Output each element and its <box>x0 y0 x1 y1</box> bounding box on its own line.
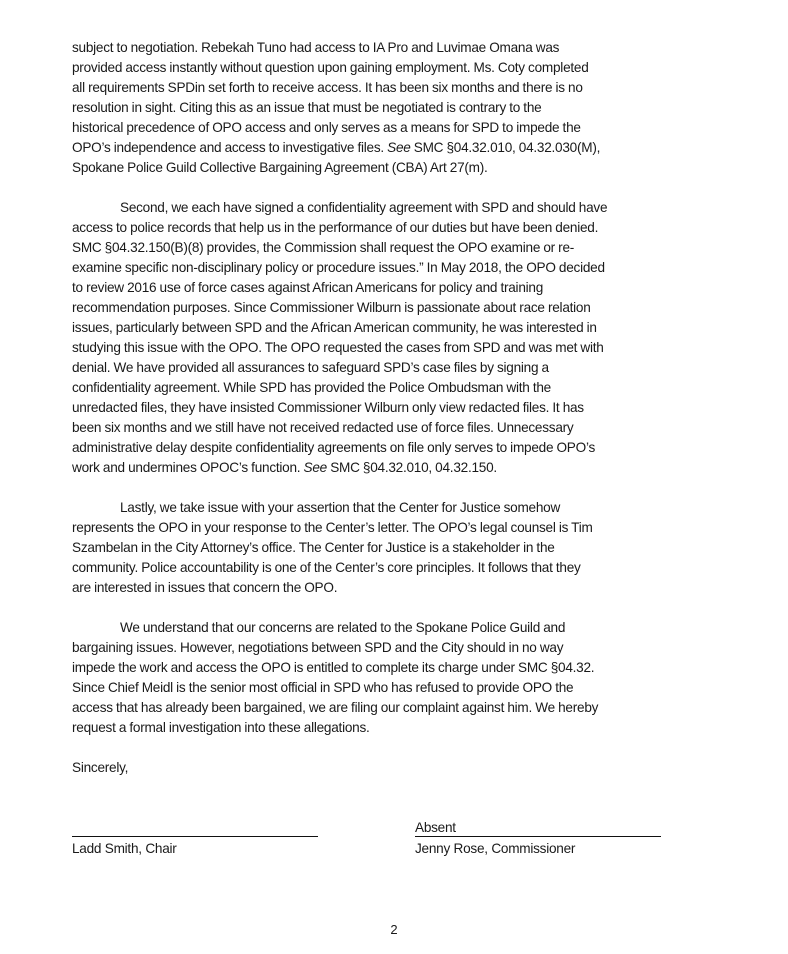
text-line: recommendation purposes. Since Commissioner Wilburn is passionate about race relation <box>72 300 591 315</box>
text-fragment: OPO’s independence and access to investigative files. <box>72 140 388 155</box>
text-line: impede the work and access the OPO is entitled to complete its charge under SMC §04.32. <box>72 660 595 675</box>
text-line: to review 2016 use of force cases against African Americans for policy and training <box>72 280 544 295</box>
signatory-name: Ladd Smith, Chair <box>72 841 177 856</box>
text-line: subject to negotiation. Rebekah Tuno had access to IA Pro and Luvimae Omana was <box>72 40 560 55</box>
text-line: unredacted files, they have insisted Commissioner Wilburn only view redacted files. It has <box>72 400 584 415</box>
signature-text: Absent <box>415 820 456 835</box>
text-line: represents the OPO in your response to the Center’s letter. The OPO’s legal counsel is Tim <box>72 520 593 535</box>
text-line: issues, particularly between SPD and the African American community, he was interested in <box>72 320 597 335</box>
signatory-name: Jenny Rose, Commissioner <box>415 841 576 856</box>
text-line-with-citation <box>72 138 722 158</box>
text-line: Since Chief Meidl is the senior most official in SPD who has refused to provide OPO the <box>72 680 574 695</box>
signature-line <box>415 820 661 837</box>
paragraph-access-negotiation <box>72 38 722 178</box>
letter-body <box>72 38 722 778</box>
citation-reference: SMC §04.32.010, 04.32.150. <box>326 460 497 475</box>
signature-block-chair <box>72 820 318 859</box>
closing-salutation: Sincerely, <box>72 760 129 775</box>
text-line: access to police records that help us in the performance of our duties but have been denied. <box>72 220 599 235</box>
signature-block-commissioner <box>415 820 661 859</box>
text-line: examine specific non-disciplinary policy or procedure issues.” In May 2018, the OPO decided <box>72 260 605 275</box>
text-line: Second, we each have signed a confidentiality agreement with SPD and should have <box>120 200 608 215</box>
text-line: Spokane Police Guild Collective Bargaining Agreement (CBA) Art 27(m). <box>72 160 488 175</box>
text-line: studying this issue with the OPO. The OPO requested the cases from SPD and was met with <box>72 340 604 355</box>
text-line: Lastly, we take issue with your assertion that the Center for Justice somehow <box>120 500 561 515</box>
text-line: are interested in issues that concern the OPO. <box>72 580 338 595</box>
text-line: bargaining issues. However, negotiations between SPD and the City should in no way <box>72 640 564 655</box>
text-line: access that has already been bargained, we are filing our complaint against him. We hereby <box>72 700 599 715</box>
text-line: We understand that our concerns are related to the Spokane Police Guild and <box>120 620 566 635</box>
signature-line <box>72 820 318 837</box>
text-fragment: work and undermines OPOC’s function. <box>72 460 304 475</box>
text-line: provided access instantly without question upon gaining employment. Ms. Coty completed <box>72 60 589 75</box>
citation-reference: SMC §04.32.010, 04.32.030(M), <box>410 140 601 155</box>
citation-see: See <box>303 460 327 475</box>
text-line-with-citation <box>72 458 722 478</box>
text-line: Szambelan in the City Attorney’s office. The Center for Justice is a stakeholder in the <box>72 540 555 555</box>
text-line: historical precedence of OPO access and only serves as a means for SPD to impede the <box>72 120 581 135</box>
page-number: 2 <box>390 922 398 937</box>
text-line: request a formal investigation into these allegations. <box>72 720 370 735</box>
text-line: denial. We have provided all assurances to safeguard SPD’s case files by signing a <box>72 360 549 375</box>
text-line: resolution in sight. Citing this as an issue that must be negotiated is contrary to the <box>72 100 542 115</box>
text-line: administrative delay despite confidentiality agreements on file only serves to impede OPO’s <box>72 440 596 455</box>
paragraph-center-for-justice <box>72 498 722 598</box>
text-line: been six months and we still have not received redacted use of force files. Unnecessary <box>72 420 574 435</box>
text-line: all requirements SPDin set forth to receive access. It has been six months and there is no <box>72 80 583 95</box>
paragraph-confidentiality-agreement <box>72 198 722 478</box>
text-line: SMC §04.32.150(B)(8) provides, the Commission shall request the OPO examine or re- <box>72 240 575 255</box>
text-line: confidentiality agreement. While SPD has provided the Police Ombudsman with the <box>72 380 551 395</box>
citation-see: See <box>387 140 411 155</box>
paragraph-formal-complaint <box>72 618 722 738</box>
text-line: community. Police accountability is one of the Center’s core principles. It follows that they <box>72 560 581 575</box>
